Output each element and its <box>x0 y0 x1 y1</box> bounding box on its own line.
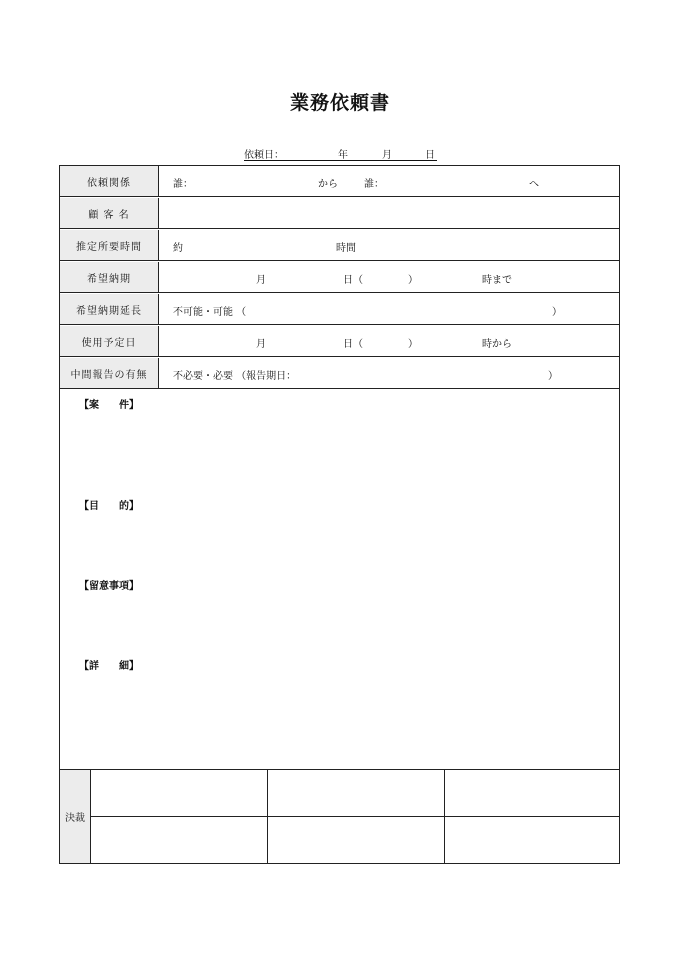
request-date-year: 年 <box>338 150 348 161</box>
label-extension: 希望納期延長 <box>60 294 159 324</box>
delivery-close: ） <box>408 275 418 286</box>
relation-he: へ <box>529 179 539 190</box>
section-matter: 【案 件】 <box>79 400 139 411</box>
label-customer: 顧 客 名 <box>60 198 159 228</box>
customer-field[interactable] <box>165 207 605 221</box>
row-interim-report <box>60 358 619 389</box>
approval-label: 決裁 <box>60 770 91 863</box>
row-usage-date <box>60 326 619 357</box>
approval-divider <box>91 816 620 817</box>
label-desired-delivery: 希望納期 <box>60 262 159 292</box>
row-relation <box>60 166 619 197</box>
estimated-approx: 約 <box>173 243 183 254</box>
request-date-label: 依頼日： <box>244 150 284 161</box>
relation-kara: から <box>318 179 338 190</box>
usage-day: 日（ <box>343 339 363 350</box>
section-details: 【詳 細】 <box>79 661 139 672</box>
section-purpose: 【目 的】 <box>79 501 139 512</box>
delivery-day: 日（ <box>343 275 363 286</box>
relation-to-prefix: 誰： <box>364 179 384 190</box>
request-form <box>59 165 620 770</box>
interim-options: 不必要・必要 （報告期日： <box>173 371 297 382</box>
relation-from-prefix: 誰： <box>173 179 193 190</box>
label-relation: 依頼関係 <box>60 166 159 196</box>
estimated-hours: 時間 <box>336 243 356 254</box>
document-title: 業務依頼書 <box>289 92 390 114</box>
interim-close: ） <box>548 371 558 382</box>
request-date-day: 日 <box>425 150 435 161</box>
usage-close: ） <box>408 339 418 350</box>
row-customer <box>60 198 619 229</box>
extension-options: 不可能・可能 （ <box>173 307 247 318</box>
label-usage-date: 使用予定日 <box>60 326 159 356</box>
approval-block <box>59 770 620 864</box>
delivery-until: 時まで <box>482 275 512 286</box>
label-estimated-time: 推定所要時間 <box>60 230 159 260</box>
row-estimated-time <box>60 230 619 261</box>
label-interim-report: 中間報告の有無 <box>60 358 159 388</box>
row-desired-delivery <box>60 262 619 293</box>
usage-month: 月 <box>256 339 266 350</box>
request-date-line <box>244 146 437 161</box>
delivery-month: 月 <box>256 275 266 286</box>
section-notes: 【留意事項】 <box>79 581 139 592</box>
row-extension <box>60 294 619 325</box>
extension-close: ） <box>552 307 562 318</box>
request-date-month: 月 <box>382 150 392 161</box>
usage-from: 時から <box>482 339 512 350</box>
